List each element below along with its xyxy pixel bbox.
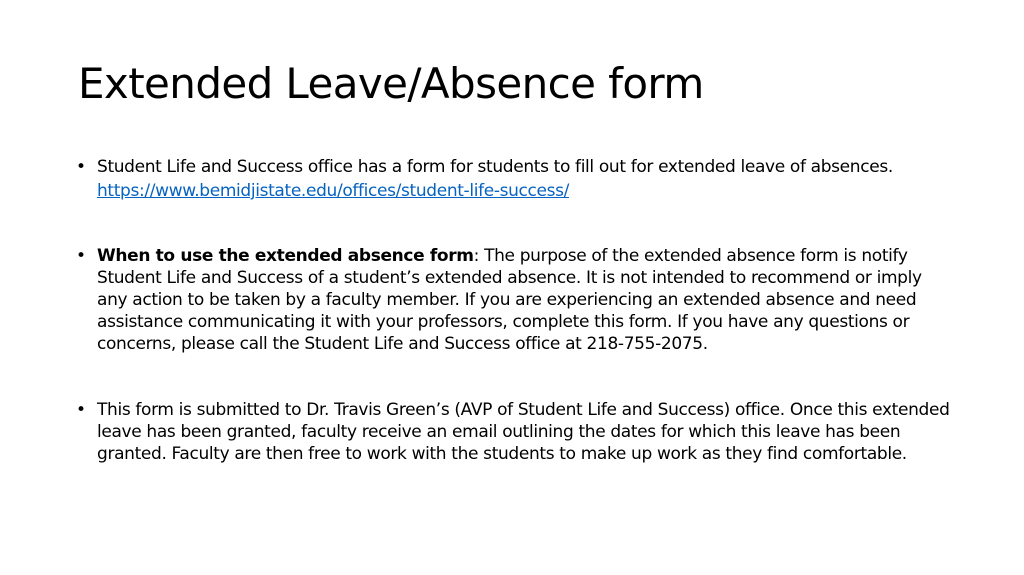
student-life-success-link[interactable]: https://www.bemidjistate.edu/offices/student-life-success/: [97, 181, 570, 201]
bullet-item-student-life-form: [76, 155, 956, 203]
bullet-text: This form is submitted to Dr. Travis Green’s (AVP of Student Life and Success) office. Once this extended leave has been granted, faculty receive an email outlining the dates for which this leave has been granted. Faculty are then free to work with the students to make up work as they find comfortable.: [97, 400, 950, 464]
bullet-point-icon: •: [76, 400, 86, 420]
bullet-item-form-submission: [76, 399, 956, 465]
bullet-point-icon: •: [76, 157, 86, 177]
bullet-point-icon: •: [76, 246, 86, 266]
bullet-text: : The purpose of the extended absence form is notify Student Life and Success of a student’s extended absence. It is not intended to recommend or imply any action to be taken by a faculty member. If you are experiencing an extended absence and need assistance communicating it with your professors, complete this form. If you have any questions or concerns, please call the Student Life and Success office at 218-755-2075.: [97, 246, 922, 354]
bullet-list: [76, 155, 956, 465]
bullet-text: Student Life and Success office has a form for students to fill out for extended leave of absences.: [97, 157, 893, 177]
bullet-item-when-to-use: [76, 245, 956, 355]
bullet-bold-heading: When to use the extended absence form: [97, 246, 474, 266]
slide-title: Extended Leave/Absence form: [78, 59, 704, 108]
